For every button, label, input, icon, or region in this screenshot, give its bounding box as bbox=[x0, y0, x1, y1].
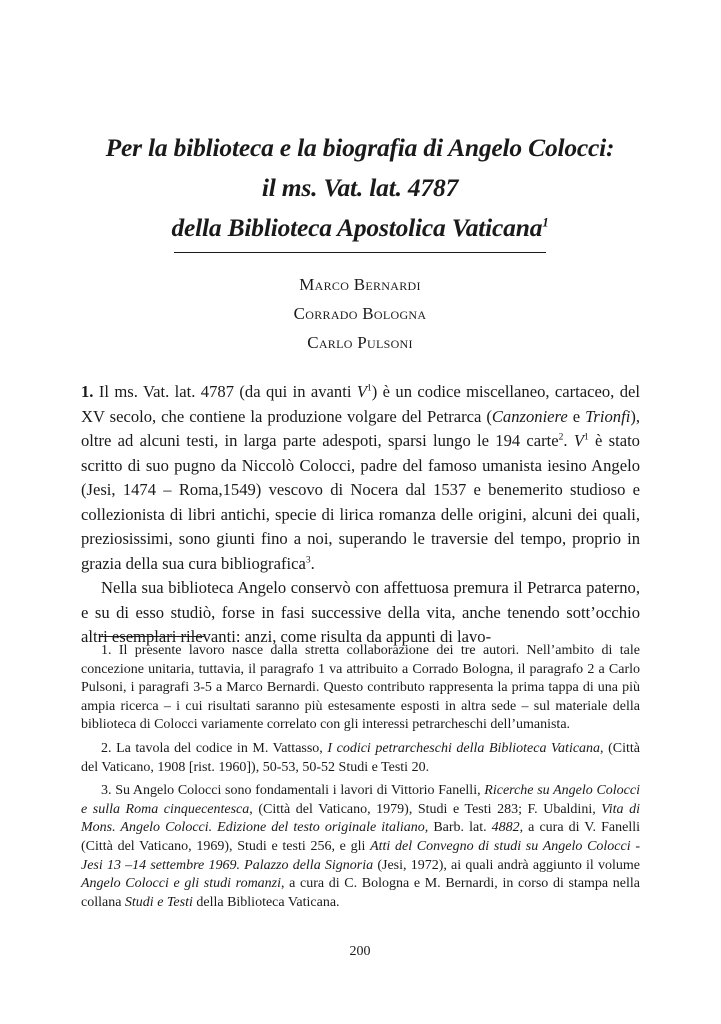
main-text bbox=[81, 380, 640, 650]
paragraph-1 bbox=[81, 380, 640, 576]
paragraph-2: Nella sua biblioteca Angelo conservò con affettuosa premura il Petrarca paterno, e su di esso studiò, forse in fasi successive della vita, anche tenendo sott’occhio altri esemplari rilevanti: anzi, come risulta da appunti di lavo- bbox=[81, 578, 640, 646]
title-line-1: Per la biblioteca e la biografia di Angelo Colocci: bbox=[105, 133, 615, 162]
text-run: Barb. lat. bbox=[428, 820, 492, 836]
title-line-3 bbox=[80, 208, 640, 248]
text-run: (Jesi, 1972), ai quali andrà aggiunto il volume bbox=[373, 857, 641, 873]
siglum: V bbox=[573, 431, 584, 450]
section-number: 1. bbox=[81, 382, 94, 401]
footnote-separator bbox=[100, 636, 204, 637]
text-run: 3. Su Angelo Colocci sono fondamentali i lavori di Vittorio Fanelli, bbox=[101, 783, 485, 799]
text-run: della Biblioteca Vaticana. bbox=[192, 894, 340, 910]
cited-title: Atti del Convegno di studi su Angelo Colocci - Jesi 13 –14 settembre 1969. Palazzo della Signoria bbox=[81, 838, 640, 873]
title-footnote-ref[interactable]: 1 bbox=[542, 214, 549, 230]
cited-title: Vita di Mons. Angelo Colocci. Edizione del testo originale italiano, bbox=[81, 801, 640, 836]
author-name: Marco Bernardi bbox=[299, 275, 421, 294]
footnote-2 bbox=[81, 740, 640, 777]
cited-title: I codici petrarcheschi della Biblioteca Vaticana bbox=[327, 740, 601, 756]
siglum: V bbox=[356, 382, 367, 401]
footnote-ref[interactable]: 3 bbox=[305, 554, 311, 565]
page-number: 200 bbox=[349, 944, 371, 959]
article-title bbox=[80, 128, 640, 248]
text-run: , a cura di V. Fanelli (Città del Vaticano, 1969), Studi e testi 256, e gli bbox=[81, 820, 640, 854]
footnote-ref[interactable]: 2 bbox=[558, 432, 564, 443]
author-list bbox=[160, 270, 560, 357]
siglum-sup: 1 bbox=[366, 383, 372, 394]
text-run: , (Città del Vaticano, 1979), Studi e Testi 283; F. Ubaldini, bbox=[249, 801, 602, 817]
author-name: Corrado Bologna bbox=[293, 304, 427, 323]
footnote-1: 1. Il presente lavoro nasce dalla stretta collaborazione dei tre autori. Nell’ambito di tale concezione unitaria, tuttavia, il paragrafo 1 va attribuito a Corrado Bologna, il paragrafo 2 a Carlo Pulsoni, i paragrafi 3-5 a Marco Bernardi. Questo contributo rappresenta la prima tappa di una più ampia ricerca – i cui risultati saranno più estesamente esposti in altra sede – sul materiale della biblioteca di Colocci variamente correlato con gli interessi petrarcheschi dell’umanista. bbox=[81, 643, 640, 733]
text-run: , a cura di C. Bologna e M. Bernardi, in corso di stampa nella collana bbox=[81, 876, 640, 910]
cited-title: Studi e Testi bbox=[124, 894, 193, 910]
text-run: ), oltre ad alcuni testi, in larga parte adespoti, sparsi lungo le 194 carte bbox=[81, 406, 640, 450]
footnote-3 bbox=[81, 782, 640, 912]
cited-title: 4882 bbox=[491, 820, 520, 836]
text-run: . bbox=[310, 553, 315, 573]
cited-title: Angelo Colocci e gli studi romanzi bbox=[81, 876, 282, 892]
footnotes bbox=[81, 642, 640, 917]
text-run: Il ms. Vat. lat. 4787 (da qui in avanti bbox=[93, 382, 357, 401]
text-run: , (Città del Vaticano, 1908 [rist. 1960]), 50-53, 50-52 Studi e Testi 20. bbox=[81, 740, 640, 775]
work-title: Trionfi bbox=[585, 406, 631, 426]
text-run: 2. La tavola del codice in M. Vattasso, bbox=[101, 740, 328, 756]
title-rule bbox=[174, 252, 546, 253]
title-line-2: il ms. Vat. lat. 4787 bbox=[261, 173, 459, 202]
siglum-sup: 1 bbox=[583, 432, 589, 443]
text-run: e bbox=[567, 406, 586, 426]
title-line-3-text: della Biblioteca Apostolica Vaticana bbox=[171, 213, 543, 242]
text-run: . bbox=[563, 431, 574, 450]
text-run: ) è un codice miscellaneo, cartaceo, del XV secolo, che contiene la produzione volgare del Petrarca ( bbox=[81, 382, 640, 426]
cited-title: Ricerche su Angelo Colocci e sulla Roma cinquecentesca bbox=[81, 783, 641, 817]
author-name: Carlo Pulsoni bbox=[307, 333, 413, 352]
text-run: è stato scritto di suo pugno da Niccolò Colocci, padre del famoso umanista iesino Angelo (Jesi, 1474 – Roma,1549) vescovo di Nocera dal 1537 e benemerito studioso e collezionista di libri antichi, specie di lirica romanza delle origini, alcuni dei quali, preziosissimi, sono giunti fino a noi, superando le traversie del tempo, proprio in grazia della sua cura bibliografica bbox=[81, 431, 640, 573]
work-title: Canzoniere bbox=[491, 406, 568, 426]
